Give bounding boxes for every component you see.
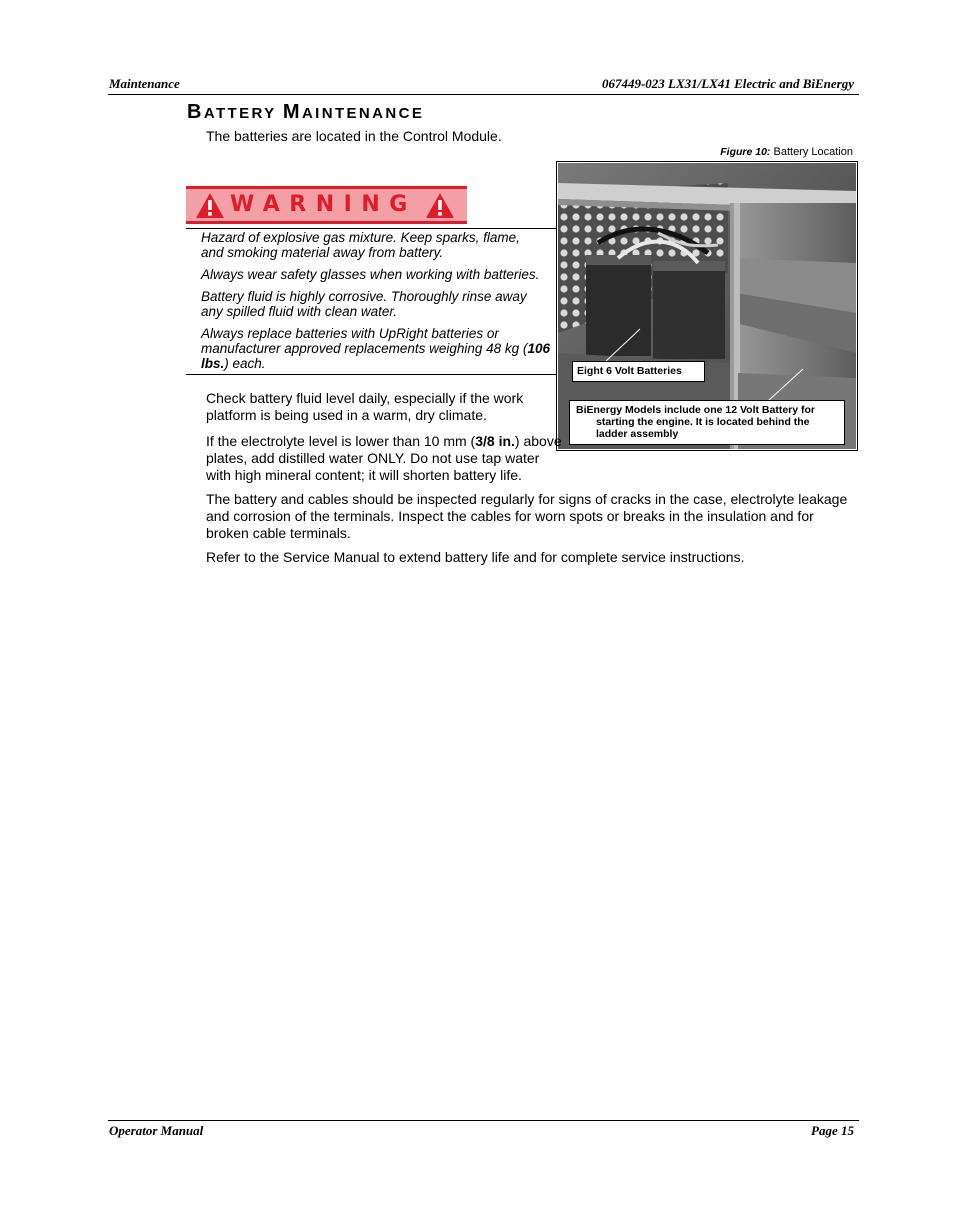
paragraph-electrolyte-level: If the electrolyte level is lower than 10 mm (3/8 in.) above plates, add distilled water ONLY. Do not use tap water with high mineral content; it will shorten battery life. bbox=[206, 433, 562, 483]
header-section-name: Maintenance bbox=[109, 76, 180, 91]
section-title: BATTERY MAINTENANCE bbox=[187, 101, 425, 123]
footer-page-number: Page 15 bbox=[811, 1123, 854, 1138]
warning-triangle-icon bbox=[425, 192, 455, 219]
warning-rule-bottom bbox=[186, 374, 556, 375]
header-document-title: 067449-023 LX31/LX41 Electric and BiEnergy bbox=[601, 76, 854, 91]
intro-paragraph: The batteries are located in the Control Module. bbox=[206, 128, 502, 144]
callout-eight-6-volt-batteries: Eight 6 Volt Batteries bbox=[572, 361, 705, 382]
warning-item-replace-batteries: Always replace batteries with UpRight batteries or manufacturer approved replacements weighing 48 kg (106 lbs.) each. bbox=[201, 326, 550, 371]
warning-rule-top bbox=[186, 228, 556, 229]
battery-location-figure bbox=[556, 161, 858, 451]
header-rule bbox=[108, 94, 859, 95]
figure-caption: Figure 10: Battery Location bbox=[720, 146, 853, 158]
callout-bienergy-12-volt-battery: BiEnergy Models include one 12 Volt Battery for starting the engine. It is located behind the ladder assembly bbox=[569, 400, 845, 445]
footer-manual-name: Operator Manual bbox=[109, 1123, 204, 1138]
paragraph-inspect-battery: The battery and cables should be inspected regularly for signs of cracks in the case, electrolyte leakage and corrosion of the terminals. Inspect the cables for worn spots or breaks in the insulation and for broken cable terminals. bbox=[206, 491, 848, 541]
warning-item-safety-glasses: Always wear safety glasses when working with batteries. bbox=[201, 267, 540, 282]
paragraph-refer-service-manual: Refer to the Service Manual to extend battery life and for complete service instructions. bbox=[206, 549, 745, 565]
warning-item-explosive-gas: Hazard of explosive gas mixture. Keep sparks, flame, and smoking material away from battery. bbox=[201, 230, 520, 260]
warning-item-corrosive-fluid: Battery fluid is highly corrosive. Thoroughly rinse away any spilled fluid with clean water. bbox=[201, 289, 527, 319]
warning-banner bbox=[186, 186, 467, 224]
footer-rule bbox=[108, 1120, 859, 1121]
paragraph-check-fluid: Check battery fluid level daily, especially if the work platform is being used in a warm, dry climate. bbox=[206, 390, 524, 423]
warning-label: WARNING bbox=[230, 192, 417, 217]
warning-triangle-icon bbox=[195, 192, 225, 219]
